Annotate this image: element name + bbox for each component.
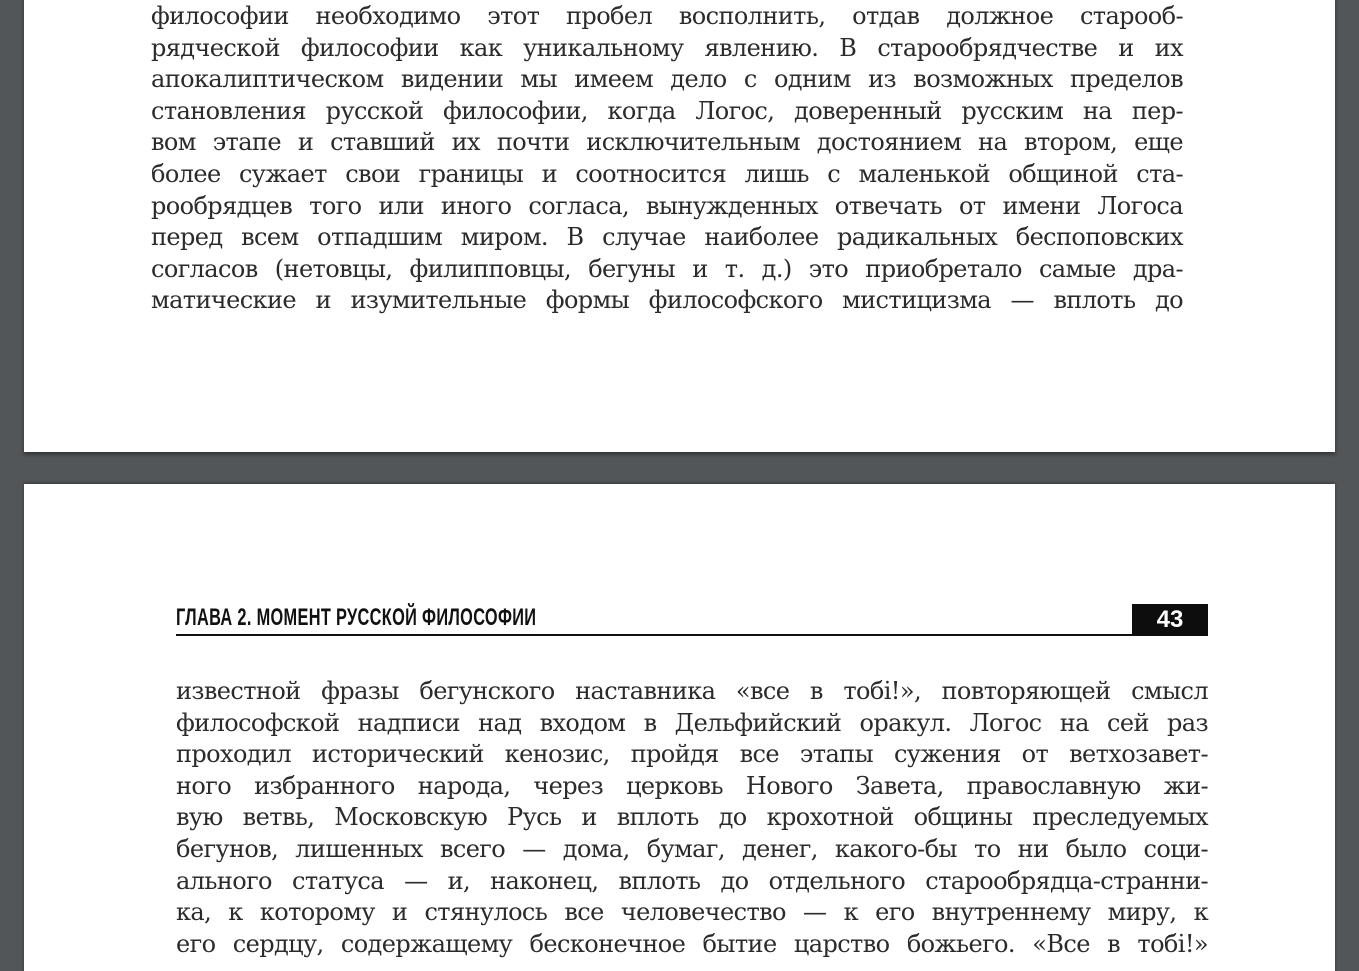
text-line: ного избранного народа, через церковь Нового Завета, православную жи-	[176, 771, 1208, 800]
text-line: перед всем отпадшим миром. В случае наиболее радикальных беспоповских	[151, 223, 1183, 252]
document-page-bottom	[24, 484, 1335, 971]
text-line: рообрядцев того или иного согласа, вынужденных отвечать от имени Логоса	[151, 191, 1183, 220]
text-line: философии необходимо этот пробел восполнить, отдав должное старооб-	[151, 2, 1183, 30]
text-line: вую ветвь, Московскую Русь и вплоть до крохотной общины преследуемых	[176, 803, 1208, 832]
text-line: апокалиптическом видении мы имеем дело с одним из возможных пределов	[151, 65, 1183, 94]
page-body-text	[151, 1, 1183, 317]
text-line: ка, к которому и стянулось все человечество — к его внутреннему миру, к	[176, 898, 1208, 927]
text-line: известной фразы бегунского наставника «все в тобі!», повторяющей смысл	[176, 677, 1208, 705]
page-body-text	[176, 676, 1208, 960]
text-line: философской надписи над входом в Дельфийский оракул. Логос на сей раз	[176, 708, 1208, 737]
text-line: становления русской философии, когда Логос, доверенный русским на пер-	[151, 96, 1183, 125]
text-line: вом этапе и ставший их почти исключительным достоянием на втором, еще	[151, 128, 1183, 157]
running-header	[176, 602, 1208, 636]
text-line: его сердцу, содержащему бесконечное бытие царство божьего. «Все в тобі!»	[176, 929, 1208, 958]
text-line: ального статуса — и, наконец, вплоть до отдельного старообрядца-странни-	[176, 866, 1208, 895]
text-line: более сужает свои границы и соотносится лишь с маленькой общиной ста-	[151, 159, 1183, 188]
text-line: проходил исторический кенозис, пройдя все этапы сужения от ветхозавет-	[176, 740, 1208, 769]
text-line: бегунов, лишенных всего — дома, бумаг, денег, какого-бы то ни было соци-	[176, 834, 1208, 863]
document-page-top	[24, 0, 1335, 452]
page-number-badge: 43	[1132, 604, 1208, 636]
text-line: рядческой философии как уникальному явлению. В старообрядчестве и их	[151, 33, 1183, 62]
chapter-title: ГЛАВА 2. МОМЕНТ РУССКОЙ ФИЛОСОФИИ	[176, 604, 537, 631]
text-line: матические и изумительные формы философского мистицизма — вплоть до	[151, 286, 1183, 315]
text-line: согласов (нетовцы, филипповцы, бегуны и т. д.) это приобретало самые дра-	[151, 254, 1183, 283]
